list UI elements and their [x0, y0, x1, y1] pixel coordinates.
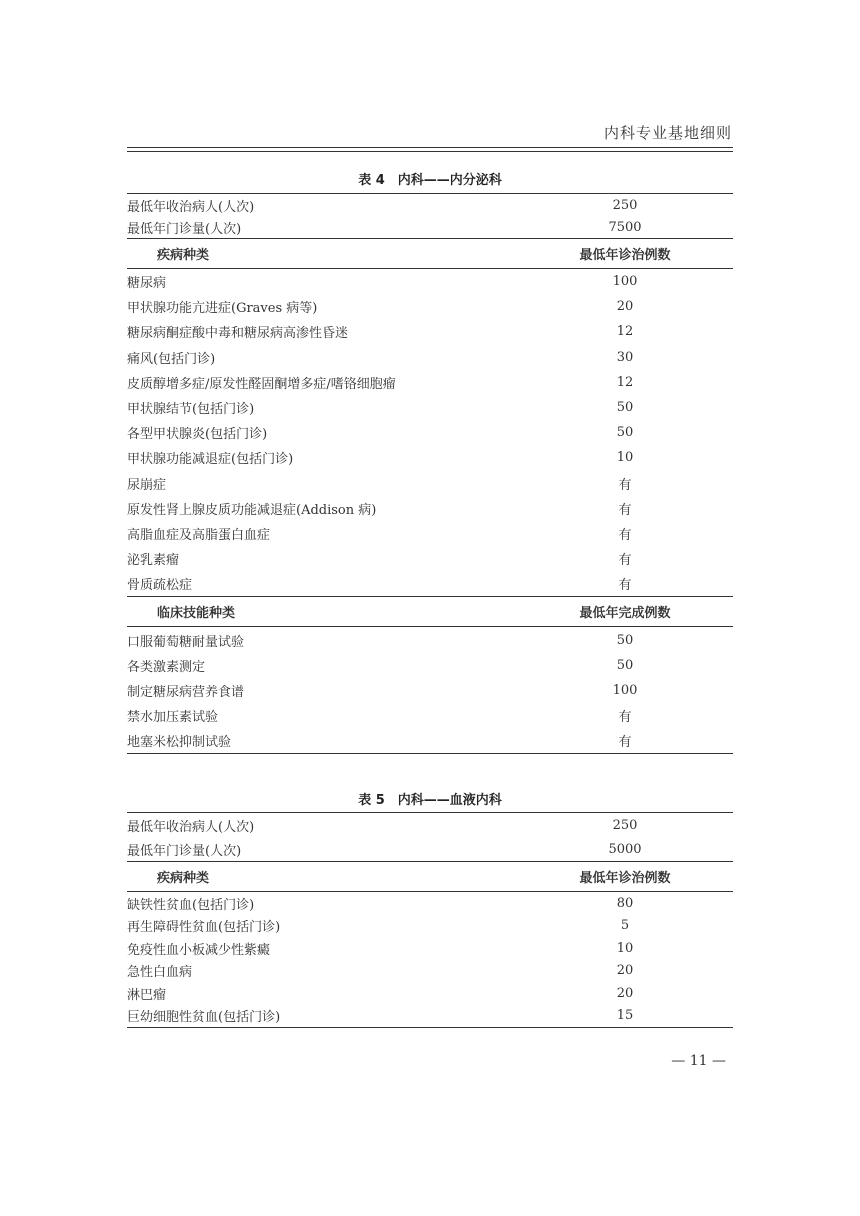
skill-row-label: 各类激素测定	[127, 659, 206, 675]
summary-row-value: 7500	[608, 219, 642, 235]
skills-header-label: 临床技能种类	[127, 597, 517, 627]
disease-row-value: 5	[620, 918, 630, 934]
disease-row-value: 15	[517, 1005, 733, 1028]
disease-row	[127, 982, 733, 1005]
disease-row-value: 12	[616, 324, 634, 340]
disease-row-label: 尿崩症	[127, 477, 167, 493]
disease-row-label: 糖尿病	[127, 276, 167, 292]
disease-row	[127, 269, 733, 295]
disease-row-label: 原发性肾上腺皮质功能减退症(Addison 病)	[127, 502, 377, 518]
disease-row	[127, 1005, 733, 1028]
disease-row	[127, 294, 733, 319]
disease-row	[127, 915, 733, 938]
disease-row-value: 有	[618, 553, 632, 569]
disease-row	[127, 471, 733, 496]
disease-row	[127, 521, 733, 546]
skill-row-value: 有	[517, 728, 733, 754]
summary-row-label: 最低年收治病人(人次)	[127, 194, 517, 217]
skill-row-value: 有	[618, 710, 632, 726]
summary-row-value: 250	[517, 813, 733, 838]
disease-row-value: 有	[618, 477, 632, 493]
disease-row-value: 30	[616, 349, 634, 365]
disease-row	[127, 960, 733, 983]
diseases-header-label: 疾病种类	[127, 239, 517, 269]
disease-row	[127, 496, 733, 521]
diseases-header-label: 疾病种类	[127, 862, 517, 892]
disease-row-label: 缺铁性贫血(包括门诊)	[127, 897, 255, 913]
skill-row	[127, 653, 733, 678]
disease-row	[127, 892, 733, 915]
table5	[127, 812, 733, 1028]
skill-row-value: 50	[616, 657, 634, 673]
disease-row	[127, 546, 733, 571]
disease-row	[127, 420, 733, 445]
disease-row	[127, 345, 733, 370]
skill-row-label: 地塞米松抑制试验	[127, 728, 517, 754]
disease-row-label: 高脂血症及高脂蛋白血症	[127, 527, 271, 543]
skill-row-value: 50	[616, 632, 634, 648]
disease-row-value: 10	[616, 940, 634, 956]
skill-row	[127, 627, 733, 653]
summary-row-label: 最低年门诊量(人次)	[127, 843, 242, 859]
disease-row-label: 免疫性血小板减少性紫癜	[127, 942, 271, 958]
running-header: 内科专业基地细则	[603, 124, 732, 142]
skill-row	[127, 678, 733, 703]
disease-row-label: 巨幼细胞性贫血(包括门诊)	[127, 1005, 517, 1028]
summary-row	[127, 194, 733, 217]
disease-row-label: 再生障碍性贫血(包括门诊)	[127, 920, 281, 936]
disease-row-value: 20	[616, 299, 634, 315]
skills-header	[127, 597, 733, 627]
summary-row	[127, 813, 733, 838]
diseases-header	[127, 862, 733, 892]
disease-row-value: 有	[618, 527, 632, 543]
skill-row-value: 100	[612, 682, 638, 698]
skill-row-label: 禁水加压素试验	[127, 710, 219, 726]
disease-row-label: 淋巴瘤	[127, 987, 167, 1003]
skills-header-value: 最低年完成例数	[517, 597, 733, 627]
disease-row-value: 20	[616, 985, 634, 1001]
disease-row-label: 甲状腺功能减退症(包括门诊)	[127, 452, 294, 468]
diseases-header-value: 最低年诊治例数	[517, 239, 733, 269]
disease-row-label: 甲状腺功能亢进症(Graves 病等)	[127, 301, 318, 317]
skill-row-label: 口服葡萄糖耐量试验	[127, 634, 245, 650]
disease-row-label: 各型甲状腺炎(包括门诊)	[127, 427, 268, 443]
disease-row-label: 皮质醇增多症/原发性醛固酮增多症/嗜铬细胞瘤	[127, 376, 396, 392]
disease-row-value: 80	[616, 895, 634, 911]
disease-row	[127, 319, 733, 344]
summary-row-label: 最低年门诊量(人次)	[127, 221, 242, 237]
disease-row-label: 急性白血病	[127, 965, 193, 981]
disease-row-label: 泌乳素瘤	[127, 553, 180, 569]
table4	[127, 193, 733, 754]
table4-caption: 表 4 内科——内分泌科	[358, 173, 502, 188]
disease-row-value: 50	[616, 400, 634, 416]
disease-row	[127, 370, 733, 395]
header-rule-thin	[127, 151, 733, 152]
disease-row-label: 骨质疏松症	[127, 578, 193, 594]
page-number: — 11 —	[671, 1053, 726, 1069]
skill-row	[127, 703, 733, 728]
header-rule	[127, 147, 733, 148]
summary-row-value: 250	[517, 194, 733, 217]
diseases-header-value: 最低年诊治例数	[517, 862, 733, 892]
disease-row-value: 100	[612, 274, 638, 290]
disease-row	[127, 395, 733, 420]
disease-row	[127, 445, 733, 470]
diseases-header	[127, 239, 733, 269]
table5-caption: 表 5 内科——血液内科	[358, 793, 502, 808]
skill-row	[127, 728, 733, 754]
disease-row	[127, 937, 733, 960]
disease-row-label: 糖尿病酮症酸中毒和糖尿病高渗性昏迷	[127, 326, 349, 342]
summary-row-value: 5000	[608, 841, 642, 857]
summary-row-label: 最低年收治病人(人次)	[127, 813, 517, 838]
disease-row-value: 50	[616, 425, 634, 441]
disease-row-value: 20	[616, 963, 634, 979]
disease-row-label: 痛风(包括门诊)	[127, 351, 216, 367]
disease-row-value: 12	[616, 374, 634, 390]
disease-row-value: 10	[616, 450, 634, 466]
summary-row	[127, 837, 733, 862]
disease-row	[127, 571, 733, 597]
summary-row	[127, 216, 733, 239]
disease-row-label: 甲状腺结节(包括门诊)	[127, 402, 255, 418]
skill-row-label: 制定糖尿病营养食谱	[127, 684, 245, 700]
disease-row-value: 有	[618, 502, 632, 518]
disease-row-value: 有	[618, 578, 632, 594]
